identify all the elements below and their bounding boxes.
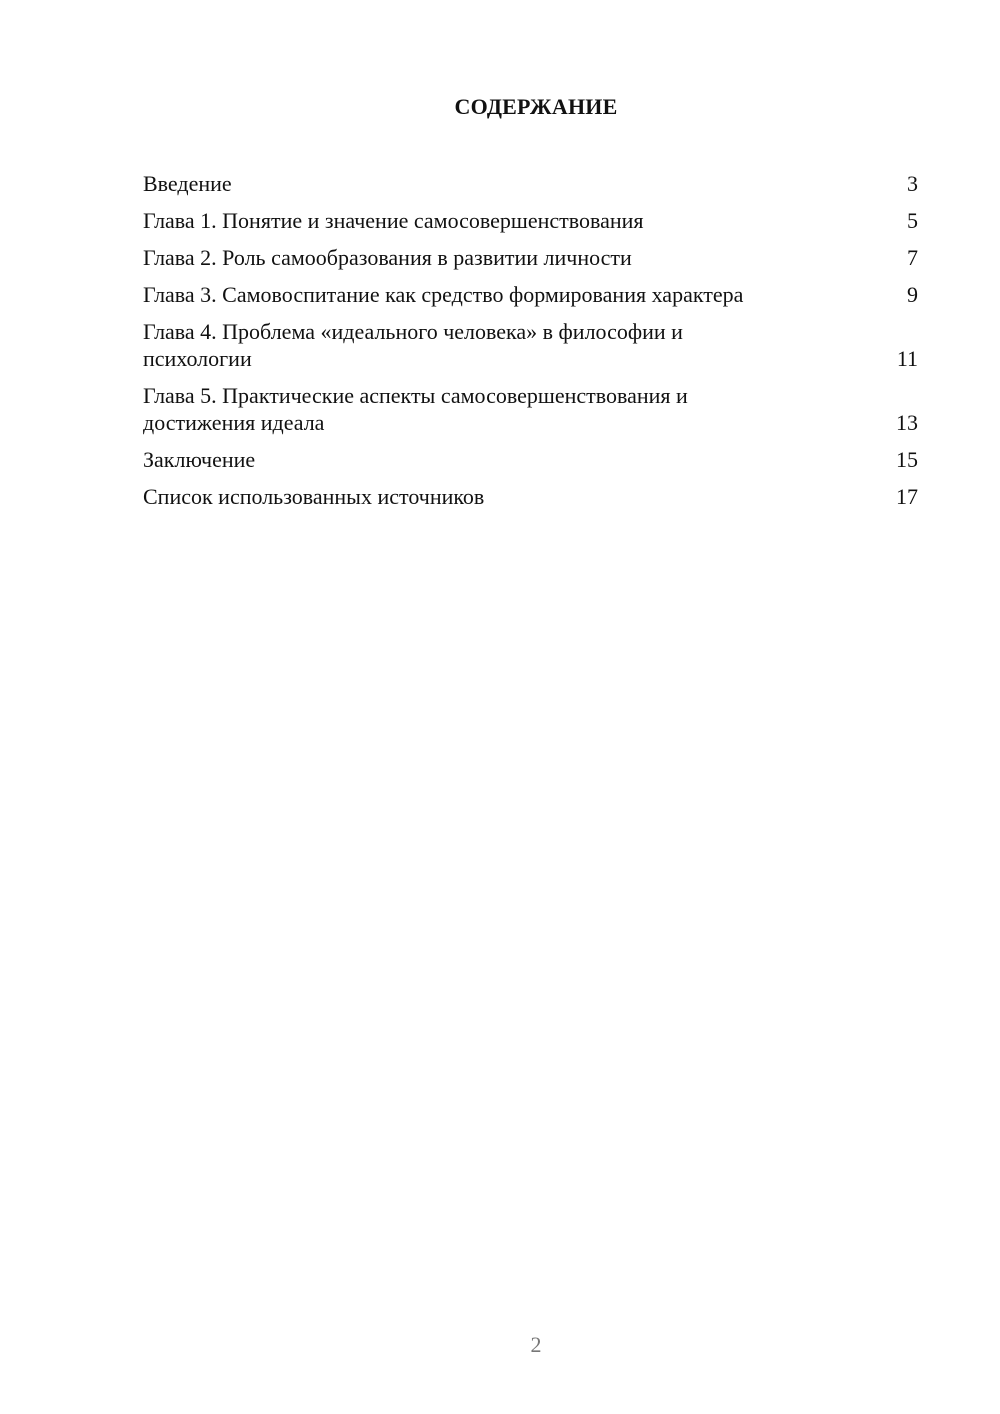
toc-entry-page-number: 5 <box>907 208 918 233</box>
toc-entry-chapter-2 <box>143 244 918 271</box>
toc-entry-text: Список использованных источников <box>143 484 485 509</box>
toc-entry-conclusion <box>143 446 918 473</box>
toc-title: СОДЕРЖАНИЕ <box>454 94 618 119</box>
table-of-contents <box>143 170 918 520</box>
toc-entry-chapter-4 <box>143 318 918 372</box>
toc-entry-page-number: 3 <box>907 171 918 196</box>
toc-entry-references <box>143 483 918 510</box>
toc-entry-text: Глава 4. Проблема «идеального человека» в философии и психологии <box>143 319 683 371</box>
toc-entry-page-number: 17 <box>896 484 918 509</box>
toc-entry-chapter-5 <box>143 382 918 436</box>
toc-entry-page-number: 15 <box>896 447 918 472</box>
toc-entry-page-number: 13 <box>896 410 918 435</box>
toc-entry-page-number: 9 <box>907 282 918 307</box>
toc-entry-text: Введение <box>143 171 232 196</box>
toc-entry-page-number: 11 <box>896 346 918 371</box>
toc-entry-chapter-3 <box>143 281 918 308</box>
toc-entry-text: Заключение <box>143 447 256 472</box>
toc-entry-text: Глава 5. Практические аспекты самосовершенствования и достижения идеала <box>143 383 688 435</box>
page-number: 2 <box>530 1332 542 1357</box>
toc-entry-introduction <box>143 170 918 197</box>
toc-entry-text: Глава 2. Роль самообразования в развитии личности <box>143 245 632 270</box>
toc-entry-text: Глава 1. Понятие и значение самосовершенствования <box>143 208 644 233</box>
toc-entry-chapter-1 <box>143 207 918 234</box>
toc-entry-page-number: 7 <box>907 245 918 270</box>
toc-entry-text: Глава 3. Самовоспитание как средство формирования характера <box>143 282 744 307</box>
